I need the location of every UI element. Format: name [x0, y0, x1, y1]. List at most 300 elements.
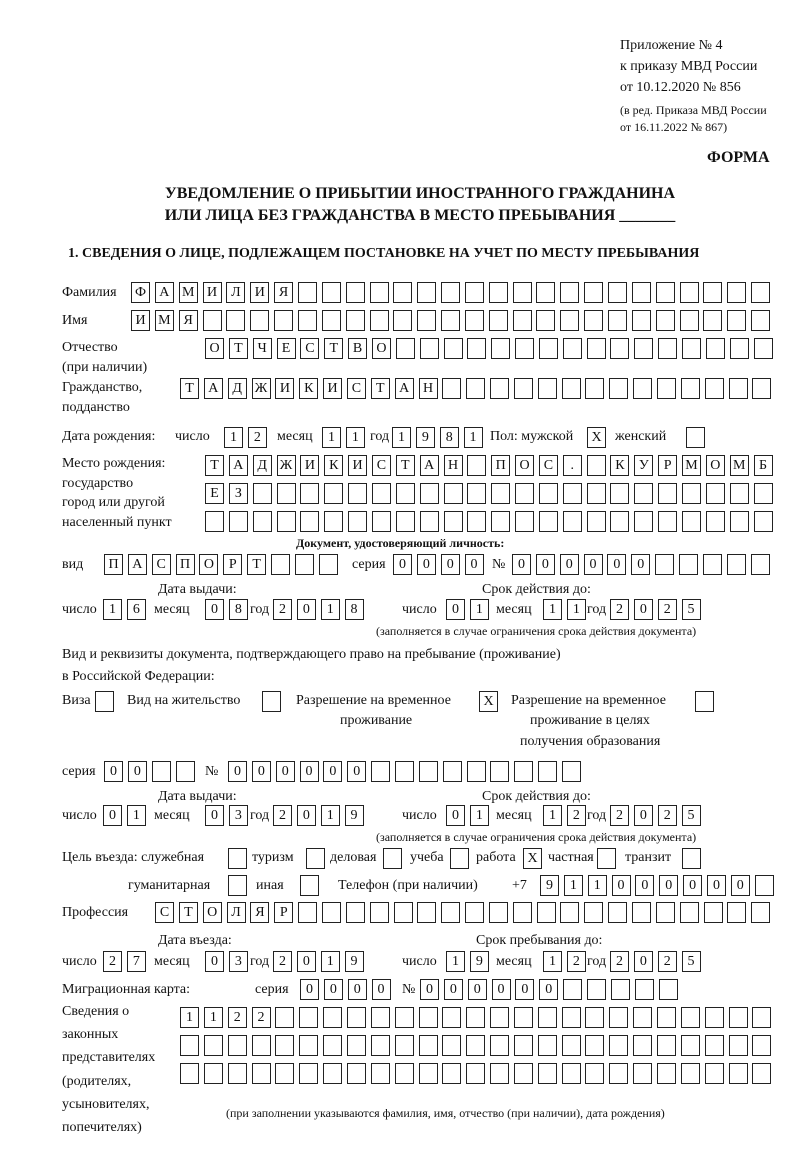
char-box-name[interactable] [608, 310, 627, 331]
char-box-citizenship[interactable] [538, 378, 557, 399]
char-box-surname[interactable]: А [155, 282, 174, 303]
char-box-name[interactable] [298, 310, 317, 331]
checkbox-p-service[interactable] [228, 848, 247, 869]
char-box-reps1[interactable] [275, 1007, 294, 1028]
char-box-phone[interactable]: 0 [683, 875, 702, 896]
char-box-id-issue-month[interactable]: 0 [205, 599, 224, 620]
char-box-surname[interactable] [322, 282, 341, 303]
char-box-name[interactable] [393, 310, 412, 331]
char-box-rd-series[interactable]: 0 [128, 761, 147, 782]
char-box-reps3[interactable] [252, 1063, 271, 1084]
char-box-birthplace3[interactable] [563, 511, 582, 532]
char-box-reps2[interactable] [371, 1035, 390, 1056]
char-box-birthplace3[interactable] [229, 511, 248, 532]
char-box-id-valid-year[interactable]: 2 [610, 599, 629, 620]
char-box-birthplace1[interactable]: Б [754, 455, 773, 476]
char-box-patronymic[interactable] [515, 338, 534, 359]
char-box-reps2[interactable] [633, 1035, 652, 1056]
char-box-rd-number[interactable]: 0 [228, 761, 247, 782]
char-box-id-number[interactable] [703, 554, 722, 575]
char-box-id-issue-year[interactable]: 8 [345, 599, 364, 620]
char-box-reps2[interactable] [442, 1035, 461, 1056]
char-box-id-kind[interactable] [295, 554, 314, 575]
char-box-birthplace2[interactable] [539, 483, 558, 504]
char-box-rd-issue-day[interactable]: 0 [103, 805, 122, 826]
char-box-phone[interactable]: 1 [588, 875, 607, 896]
char-box-phone[interactable]: 0 [731, 875, 750, 896]
char-box-birthplace2[interactable] [587, 483, 606, 504]
char-box-rd-issue-year[interactable]: 0 [297, 805, 316, 826]
char-box-id-kind[interactable]: П [176, 554, 195, 575]
char-box-reps3[interactable] [299, 1063, 318, 1084]
char-box-id-kind[interactable]: Р [223, 554, 242, 575]
char-box-birthplace1[interactable]: Т [205, 455, 224, 476]
char-box-surname[interactable] [536, 282, 555, 303]
char-box-reps1[interactable] [442, 1007, 461, 1028]
char-box-surname[interactable] [417, 282, 436, 303]
char-box-stay-year[interactable]: 2 [610, 951, 629, 972]
char-box-birthplace1[interactable]: У [634, 455, 653, 476]
char-box-reps3[interactable] [609, 1063, 628, 1084]
char-box-profession[interactable]: Т [179, 902, 198, 923]
char-box-birthplace2[interactable] [348, 483, 367, 504]
char-box-birthplace2[interactable] [634, 483, 653, 504]
char-box-name[interactable] [584, 310, 603, 331]
char-box-reps2[interactable] [752, 1035, 771, 1056]
char-box-name[interactable] [513, 310, 532, 331]
char-box-reps2[interactable] [562, 1035, 581, 1056]
char-box-surname[interactable]: Я [274, 282, 293, 303]
char-box-surname[interactable] [632, 282, 651, 303]
char-box-citizenship[interactable] [609, 378, 628, 399]
char-box-profession[interactable] [298, 902, 317, 923]
char-box-reps2[interactable] [514, 1035, 533, 1056]
char-box-patronymic[interactable]: О [205, 338, 224, 359]
char-box-birthplace3[interactable] [491, 511, 510, 532]
char-box-reps3[interactable] [419, 1063, 438, 1084]
char-box-stay-day[interactable]: 1 [446, 951, 465, 972]
char-box-reps3[interactable] [371, 1063, 390, 1084]
char-box-profession[interactable] [560, 902, 579, 923]
checkbox-p-humanitarian[interactable] [228, 875, 247, 896]
char-box-patronymic[interactable] [420, 338, 439, 359]
char-box-name[interactable] [536, 310, 555, 331]
char-box-profession[interactable] [584, 902, 603, 923]
char-box-reps2[interactable] [681, 1035, 700, 1056]
char-box-phone[interactable]: 0 [659, 875, 678, 896]
char-box-citizenship[interactable] [466, 378, 485, 399]
char-box-birthplace3[interactable] [467, 511, 486, 532]
char-box-profession[interactable]: С [155, 902, 174, 923]
char-box-profession[interactable] [751, 902, 770, 923]
char-box-surname[interactable] [584, 282, 603, 303]
char-box-reps1[interactable] [514, 1007, 533, 1028]
char-box-surname[interactable]: М [179, 282, 198, 303]
char-box-id-number[interactable] [655, 554, 674, 575]
char-box-stay-day[interactable]: 9 [470, 951, 489, 972]
char-box-mc-number[interactable]: 0 [515, 979, 534, 1000]
char-box-rd-number[interactable] [395, 761, 414, 782]
char-box-entry-year[interactable]: 0 [297, 951, 316, 972]
char-box-entry-year[interactable]: 9 [345, 951, 364, 972]
char-box-patronymic[interactable] [730, 338, 749, 359]
char-box-rd-valid-day[interactable]: 1 [470, 805, 489, 826]
checkbox-visa[interactable] [95, 691, 114, 712]
char-box-name[interactable] [226, 310, 245, 331]
char-box-citizenship[interactable]: К [299, 378, 318, 399]
char-box-patronymic[interactable] [467, 338, 486, 359]
char-box-profession[interactable]: Я [250, 902, 269, 923]
char-box-id-valid-year[interactable]: 5 [682, 599, 701, 620]
char-box-id-kind[interactable]: А [128, 554, 147, 575]
char-box-reps2[interactable] [395, 1035, 414, 1056]
char-box-rd-valid-month[interactable]: 1 [543, 805, 562, 826]
char-box-mc-series[interactable]: 0 [372, 979, 391, 1000]
char-box-birthplace1[interactable]: К [610, 455, 629, 476]
char-box-birthplace3[interactable] [420, 511, 439, 532]
char-box-profession[interactable] [656, 902, 675, 923]
char-box-mc-number[interactable]: 0 [468, 979, 487, 1000]
char-box-mc-number[interactable]: 0 [539, 979, 558, 1000]
char-box-id-number[interactable]: 0 [560, 554, 579, 575]
checkbox-trpe[interactable] [695, 691, 714, 712]
char-box-birthplace3[interactable] [372, 511, 391, 532]
char-box-birthplace2[interactable]: Е [205, 483, 224, 504]
char-box-citizenship[interactable] [681, 378, 700, 399]
char-box-birthplace3[interactable] [754, 511, 773, 532]
char-box-mc-number[interactable] [635, 979, 654, 1000]
char-box-birthplace1[interactable]: . [563, 455, 582, 476]
char-box-mc-number[interactable] [563, 979, 582, 1000]
char-box-citizenship[interactable]: Т [180, 378, 199, 399]
char-box-name[interactable] [703, 310, 722, 331]
char-box-name[interactable] [346, 310, 365, 331]
char-box-reps1[interactable]: 2 [252, 1007, 271, 1028]
char-box-patronymic[interactable] [444, 338, 463, 359]
char-box-id-kind[interactable]: С [152, 554, 171, 575]
char-box-rd-number[interactable] [419, 761, 438, 782]
char-box-id-valid-month[interactable]: 1 [567, 599, 586, 620]
char-box-patronymic[interactable] [610, 338, 629, 359]
char-box-name[interactable] [203, 310, 222, 331]
char-box-birth-month[interactable]: 1 [346, 427, 365, 448]
char-box-reps1[interactable] [395, 1007, 414, 1028]
char-box-reps2[interactable] [204, 1035, 223, 1056]
char-box-profession[interactable] [489, 902, 508, 923]
char-box-surname[interactable] [680, 282, 699, 303]
char-box-mc-number[interactable] [587, 979, 606, 1000]
char-box-birthplace1[interactable]: И [348, 455, 367, 476]
char-box-entry-day[interactable]: 2 [103, 951, 122, 972]
char-box-surname[interactable] [751, 282, 770, 303]
char-box-citizenship[interactable] [633, 378, 652, 399]
char-box-birth-day[interactable]: 1 [224, 427, 243, 448]
char-box-reps1[interactable] [490, 1007, 509, 1028]
char-box-reps3[interactable] [490, 1063, 509, 1084]
char-box-surname[interactable] [370, 282, 389, 303]
char-box-id-kind[interactable]: Т [247, 554, 266, 575]
char-box-name[interactable] [656, 310, 675, 331]
checkbox-sex-male[interactable]: X [587, 427, 606, 448]
char-box-birthplace3[interactable] [610, 511, 629, 532]
char-box-reps2[interactable] [585, 1035, 604, 1056]
char-box-profession[interactable] [346, 902, 365, 923]
checkbox-p-private[interactable] [597, 848, 616, 869]
char-box-profession[interactable] [704, 902, 723, 923]
char-box-reps2[interactable] [275, 1035, 294, 1056]
char-box-reps1[interactable] [585, 1007, 604, 1028]
char-box-rd-valid-month[interactable]: 2 [567, 805, 586, 826]
char-box-reps2[interactable] [490, 1035, 509, 1056]
char-box-birthplace1[interactable] [467, 455, 486, 476]
char-box-birthplace2[interactable] [253, 483, 272, 504]
checkbox-p-study[interactable] [450, 848, 469, 869]
char-box-surname[interactable] [465, 282, 484, 303]
char-box-birthplace1[interactable]: Т [396, 455, 415, 476]
char-box-reps3[interactable] [275, 1063, 294, 1084]
char-box-reps2[interactable] [299, 1035, 318, 1056]
char-box-id-issue-year[interactable]: 0 [297, 599, 316, 620]
char-box-rd-issue-month[interactable]: 3 [229, 805, 248, 826]
char-box-id-valid-day[interactable]: 1 [470, 599, 489, 620]
char-box-rd-number[interactable] [538, 761, 557, 782]
char-box-birthplace3[interactable] [277, 511, 296, 532]
char-box-reps3[interactable] [633, 1063, 652, 1084]
char-box-name[interactable] [274, 310, 293, 331]
char-box-reps3[interactable] [538, 1063, 557, 1084]
char-box-birthplace3[interactable] [682, 511, 701, 532]
char-box-id-series[interactable]: 0 [441, 554, 460, 575]
char-box-citizenship[interactable]: И [275, 378, 294, 399]
char-box-birthplace1[interactable]: К [324, 455, 343, 476]
char-box-reps3[interactable] [442, 1063, 461, 1084]
checkbox-p-other[interactable] [300, 875, 319, 896]
char-box-phone[interactable]: 0 [707, 875, 726, 896]
char-box-reps1[interactable] [729, 1007, 748, 1028]
char-box-reps3[interactable] [347, 1063, 366, 1084]
char-box-id-kind[interactable]: П [104, 554, 123, 575]
char-box-birthplace3[interactable] [730, 511, 749, 532]
char-box-reps3[interactable] [180, 1063, 199, 1084]
char-box-profession[interactable]: Л [227, 902, 246, 923]
char-box-reps2[interactable] [252, 1035, 271, 1056]
char-box-name[interactable] [727, 310, 746, 331]
char-box-reps3[interactable] [681, 1063, 700, 1084]
char-box-surname[interactable]: И [203, 282, 222, 303]
char-box-id-number[interactable]: 0 [512, 554, 531, 575]
char-box-birth-year[interactable]: 1 [464, 427, 483, 448]
char-box-citizenship[interactable]: А [395, 378, 414, 399]
checkbox-p-business[interactable] [383, 848, 402, 869]
char-box-id-kind[interactable] [319, 554, 338, 575]
char-box-birthplace3[interactable] [396, 511, 415, 532]
char-box-mc-series[interactable]: 0 [348, 979, 367, 1000]
char-box-entry-month[interactable]: 0 [205, 951, 224, 972]
char-box-citizenship[interactable] [442, 378, 461, 399]
char-box-mc-number[interactable]: 0 [420, 979, 439, 1000]
char-box-reps2[interactable] [729, 1035, 748, 1056]
char-box-rd-issue-year[interactable]: 1 [321, 805, 340, 826]
char-box-birthplace1[interactable]: П [491, 455, 510, 476]
char-box-birthplace3[interactable] [587, 511, 606, 532]
char-box-stay-year[interactable]: 5 [682, 951, 701, 972]
char-box-id-issue-day[interactable]: 1 [103, 599, 122, 620]
checkbox-p-transit[interactable] [682, 848, 701, 869]
char-box-birthplace1[interactable]: А [420, 455, 439, 476]
char-box-name[interactable] [632, 310, 651, 331]
char-box-citizenship[interactable] [752, 378, 771, 399]
char-box-id-series[interactable]: 0 [465, 554, 484, 575]
char-box-profession[interactable] [513, 902, 532, 923]
char-box-reps2[interactable] [609, 1035, 628, 1056]
char-box-birthplace2[interactable] [682, 483, 701, 504]
char-box-mc-number[interactable]: 0 [492, 979, 511, 1000]
char-box-reps2[interactable] [228, 1035, 247, 1056]
char-box-citizenship[interactable]: И [323, 378, 342, 399]
char-box-reps2[interactable] [180, 1035, 199, 1056]
char-box-id-valid-year[interactable]: 2 [658, 599, 677, 620]
char-box-profession[interactable] [727, 902, 746, 923]
char-box-birth-month[interactable]: 1 [322, 427, 341, 448]
char-box-name[interactable]: Я [179, 310, 198, 331]
char-box-name[interactable]: М [155, 310, 174, 331]
char-box-profession[interactable] [465, 902, 484, 923]
char-box-entry-year[interactable]: 2 [273, 951, 292, 972]
char-box-birthplace1[interactable]: С [372, 455, 391, 476]
char-box-birthplace1[interactable]: М [730, 455, 749, 476]
char-box-birthplace1[interactable]: Н [444, 455, 463, 476]
char-box-profession[interactable]: О [203, 902, 222, 923]
char-box-phone[interactable]: 0 [635, 875, 654, 896]
char-box-citizenship[interactable]: А [204, 378, 223, 399]
checkbox-residence[interactable] [262, 691, 281, 712]
char-box-birthplace3[interactable] [205, 511, 224, 532]
char-box-reps1[interactable] [705, 1007, 724, 1028]
char-box-profession[interactable] [537, 902, 556, 923]
char-box-birthplace2[interactable] [444, 483, 463, 504]
char-box-birth-year[interactable]: 8 [440, 427, 459, 448]
char-box-profession[interactable] [370, 902, 389, 923]
char-box-reps3[interactable] [657, 1063, 676, 1084]
char-box-surname[interactable]: И [250, 282, 269, 303]
char-box-birthplace3[interactable] [634, 511, 653, 532]
char-box-patronymic[interactable]: Т [229, 338, 248, 359]
checkbox-p-tourism[interactable] [306, 848, 325, 869]
char-box-birth-year[interactable]: 9 [416, 427, 435, 448]
char-box-patronymic[interactable] [563, 338, 582, 359]
char-box-patronymic[interactable] [706, 338, 725, 359]
char-box-birthplace1[interactable]: А [229, 455, 248, 476]
char-box-reps3[interactable] [562, 1063, 581, 1084]
char-box-rd-number[interactable]: 0 [347, 761, 366, 782]
char-box-rd-number[interactable]: 0 [300, 761, 319, 782]
char-box-rd-number[interactable] [443, 761, 462, 782]
char-box-reps2[interactable] [419, 1035, 438, 1056]
char-box-surname[interactable] [560, 282, 579, 303]
char-box-rd-number[interactable]: 0 [323, 761, 342, 782]
char-box-surname[interactable] [441, 282, 460, 303]
char-box-reps2[interactable] [705, 1035, 724, 1056]
char-box-surname[interactable] [703, 282, 722, 303]
char-box-rd-number[interactable] [467, 761, 486, 782]
char-box-birthplace1[interactable]: О [706, 455, 725, 476]
char-box-profession[interactable] [608, 902, 627, 923]
char-box-rd-series[interactable] [176, 761, 195, 782]
char-box-stay-month[interactable]: 2 [567, 951, 586, 972]
char-box-reps1[interactable] [752, 1007, 771, 1028]
char-box-surname[interactable] [608, 282, 627, 303]
char-box-rd-issue-month[interactable]: 0 [205, 805, 224, 826]
char-box-id-issue-month[interactable]: 8 [229, 599, 248, 620]
char-box-entry-year[interactable]: 1 [321, 951, 340, 972]
checkbox-p-work[interactable]: X [523, 848, 542, 869]
char-box-reps1[interactable] [538, 1007, 557, 1028]
char-box-reps3[interactable] [514, 1063, 533, 1084]
char-box-profession[interactable]: Р [274, 902, 293, 923]
char-box-birthplace2[interactable] [610, 483, 629, 504]
char-box-birthplace1[interactable]: С [539, 455, 558, 476]
char-box-name[interactable] [680, 310, 699, 331]
char-box-reps3[interactable] [705, 1063, 724, 1084]
char-box-profession[interactable] [441, 902, 460, 923]
char-box-rd-number[interactable] [490, 761, 509, 782]
char-box-profession[interactable] [394, 902, 413, 923]
char-box-birthplace3[interactable] [253, 511, 272, 532]
char-box-reps3[interactable] [323, 1063, 342, 1084]
char-box-profession[interactable] [322, 902, 341, 923]
char-box-birthplace2[interactable] [658, 483, 677, 504]
char-box-id-number[interactable]: 0 [536, 554, 555, 575]
char-box-phone[interactable]: 0 [612, 875, 631, 896]
char-box-reps1[interactable]: 1 [204, 1007, 223, 1028]
char-box-birthplace2[interactable] [730, 483, 749, 504]
char-box-reps3[interactable] [752, 1063, 771, 1084]
char-box-rd-number[interactable] [562, 761, 581, 782]
char-box-surname[interactable] [346, 282, 365, 303]
char-box-reps1[interactable] [466, 1007, 485, 1028]
char-box-name[interactable] [489, 310, 508, 331]
char-box-mc-series[interactable]: 0 [324, 979, 343, 1000]
char-box-rd-series[interactable] [152, 761, 171, 782]
char-box-surname[interactable] [656, 282, 675, 303]
char-box-birthplace2[interactable] [396, 483, 415, 504]
char-box-birthplace1[interactable]: Р [658, 455, 677, 476]
char-box-reps1[interactable] [419, 1007, 438, 1028]
char-box-rd-valid-day[interactable]: 0 [446, 805, 465, 826]
char-box-citizenship[interactable] [514, 378, 533, 399]
char-box-patronymic[interactable]: В [348, 338, 367, 359]
char-box-reps3[interactable] [204, 1063, 223, 1084]
char-box-reps1[interactable] [323, 1007, 342, 1028]
char-box-rd-issue-day[interactable]: 1 [127, 805, 146, 826]
char-box-surname[interactable]: Ф [131, 282, 150, 303]
char-box-citizenship[interactable] [585, 378, 604, 399]
char-box-surname[interactable] [513, 282, 532, 303]
char-box-patronymic[interactable]: О [372, 338, 391, 359]
char-box-reps2[interactable] [538, 1035, 557, 1056]
char-box-patronymic[interactable] [754, 338, 773, 359]
char-box-birthplace2[interactable]: З [229, 483, 248, 504]
char-box-reps1[interactable] [657, 1007, 676, 1028]
char-box-reps1[interactable] [347, 1007, 366, 1028]
char-box-id-number[interactable]: 0 [607, 554, 626, 575]
char-box-reps3[interactable] [228, 1063, 247, 1084]
char-box-birthplace2[interactable] [467, 483, 486, 504]
char-box-rd-number[interactable] [371, 761, 390, 782]
char-box-surname[interactable] [727, 282, 746, 303]
char-box-stay-month[interactable]: 1 [543, 951, 562, 972]
char-box-reps1[interactable] [609, 1007, 628, 1028]
